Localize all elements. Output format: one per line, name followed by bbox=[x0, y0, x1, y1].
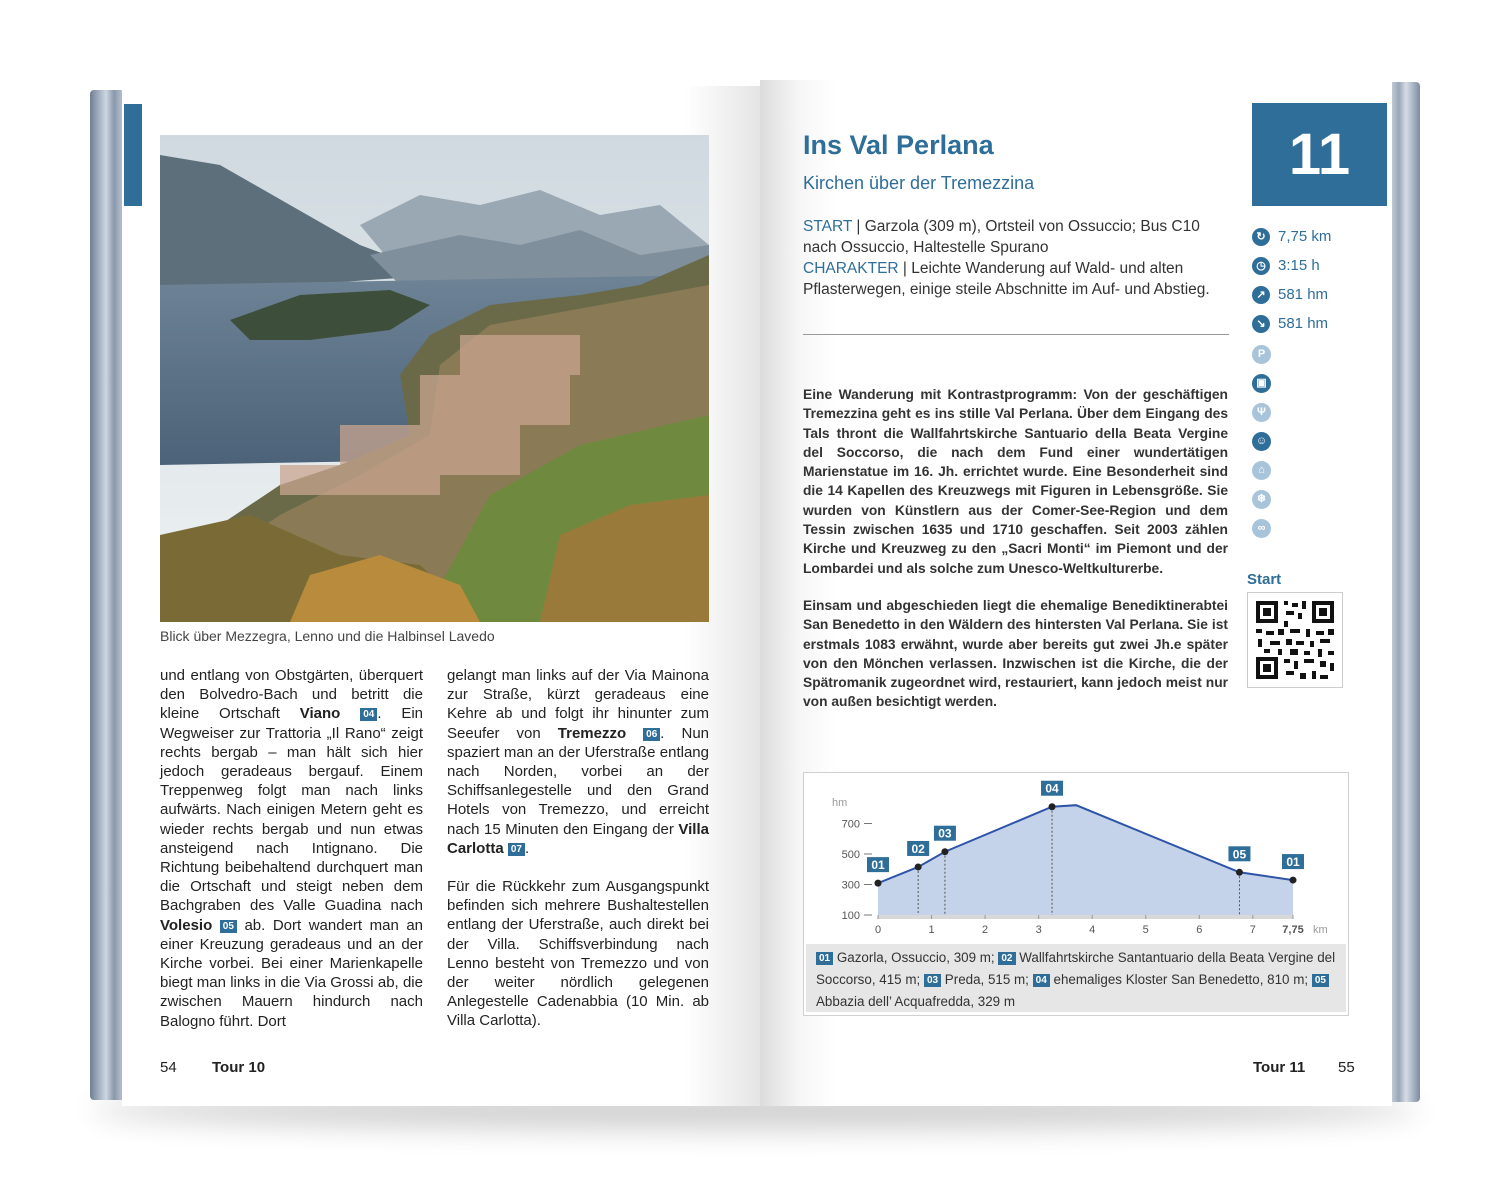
tour-subtitle: Kirchen über der Tremezzina bbox=[803, 173, 1035, 193]
right-page-number: 55 bbox=[1338, 1059, 1355, 1076]
info-divider bbox=[803, 334, 1229, 335]
waypoint-dot bbox=[1049, 803, 1056, 810]
parking-icon: P bbox=[1252, 345, 1271, 364]
tour-title: Ins Val Perlana bbox=[803, 130, 994, 160]
x-tick-label: 5 bbox=[1142, 924, 1149, 936]
x-tick-label: 3 bbox=[1035, 924, 1042, 936]
waypoint-label: 04 bbox=[1045, 781, 1059, 796]
stat-ascent-value: 581 hm bbox=[1278, 286, 1329, 303]
intro-paragraph-1: Eine Wanderung mit Kontrastprogramm: Von der geschäftigen Tremezzina geht es ins stille Val Perlana. Über dem Eingang des Tals thront die Wallfahrtskirche Santuario della Beata Vergine del Soccorso, die nach dem Fund einer wundertätigen Marienstatue im 16. Jh. errichtet wurde. Eine Besonderheit sind die 14 Kapellen des Kreuzwegs mit Figuren in Lebensgröße. Sie wurden von Künstlern aus der Comer-See-Region und dem Tessin zwischen 1635 und 1710 geschaffen. Seit 2003 zählen Kirche und Kreuzweg zu den „Sacri Monti“ im Piemont und der Lombardei und als solche zum Unesco-Weltkulturerbe. bbox=[803, 387, 1228, 576]
legend-marker-02: 02 bbox=[998, 952, 1015, 965]
waypoint-label: 05 bbox=[1232, 847, 1247, 862]
left-footer-tour: Tour 10 bbox=[212, 1059, 266, 1076]
waypoint-dot bbox=[1290, 877, 1297, 884]
distance-icon: ↻ bbox=[1252, 228, 1270, 246]
right-footer-tour: Tour 11 bbox=[1253, 1059, 1306, 1076]
qr-label: Start bbox=[1247, 571, 1282, 588]
x-tick-label: 7 bbox=[1249, 924, 1256, 936]
x-tick-label: 6 bbox=[1196, 924, 1203, 936]
left-page-number: 54 bbox=[160, 1059, 177, 1076]
restaurant-icon: Ψ bbox=[1252, 403, 1271, 422]
waypoint-dot bbox=[941, 848, 948, 855]
stat-distance bbox=[1252, 226, 1372, 248]
y-tick-label: 300 bbox=[841, 879, 860, 892]
tour-info: START | Garzola (309 m), Ortsteil von Ossuccio; Bus C10 nach Ossuccio, Haltestelle Spurano CHARAKTER | Leichte Wanderung auf Wald- und alten Pflasterwegen, einige steile Abschnitte im Auf- und Abstieg. bbox=[803, 218, 1210, 298]
profile-legend bbox=[806, 944, 1346, 1012]
waypoint-dot bbox=[1236, 869, 1243, 876]
waypoint-label: 03 bbox=[938, 826, 952, 841]
bus-icon: ▣ bbox=[1252, 374, 1271, 393]
descent-icon: ↘ bbox=[1252, 315, 1270, 333]
x-tick-label: 1 bbox=[928, 924, 935, 936]
winter-icon: ❄ bbox=[1252, 490, 1271, 509]
charakter-label: CHARAKTER bbox=[803, 260, 899, 277]
waypoint-label: 01 bbox=[1286, 855, 1300, 870]
y-axis-label: hm bbox=[832, 797, 848, 809]
cable-car-icon: ⌂ bbox=[1252, 461, 1271, 480]
stat-ascent bbox=[1252, 284, 1372, 306]
legend-marker-03: 03 bbox=[924, 974, 941, 987]
legend-text-03: Preda, 515 m; bbox=[944, 972, 1029, 987]
photo-caption: Blick über Mezzegra, Lenno und die Halbinsel Lavedo bbox=[160, 628, 495, 644]
intro-paragraph-2: Einsam und abgeschieden liegt die ehemalige Benediktinerabtei San Benedetto in den Wäldern des hintersten Val Perlana. Sie ist erstmals 1083 erwähnt, wurde aber bereits gut zwei Jh.e später von den Mönchen verlassen. Inzwischen ist die Kirche, die der Spätromanik zugeordnet wird, restauriert, kann jedoch meist nur von außen besichtigt werden. bbox=[803, 597, 1228, 710]
legend-text-02: Wallfahrtskirche Santantuario della Beata Vergine del Soccorso, 415 m; bbox=[816, 950, 1336, 987]
tour-number-box: 11 bbox=[1252, 103, 1387, 206]
family-icon: ☺ bbox=[1252, 432, 1271, 451]
legend-marker-01: 01 bbox=[816, 952, 833, 965]
y-tick-label: 100 bbox=[841, 910, 860, 922]
x-tick-label: 0 bbox=[874, 924, 882, 936]
waypoint-label: 01 bbox=[871, 858, 885, 873]
legend-marker-04: 04 bbox=[1033, 974, 1050, 987]
stat-descent-value: 581 hm bbox=[1278, 315, 1329, 332]
ascent-icon: ↗ bbox=[1252, 286, 1270, 304]
chapter-tab bbox=[124, 104, 142, 206]
bicycle-icon: ∞ bbox=[1252, 519, 1271, 538]
qr-code-icon bbox=[1248, 593, 1342, 687]
y-tick-label: 700 bbox=[841, 818, 860, 831]
qr-code[interactable] bbox=[1247, 592, 1343, 688]
legend-text-05: Abbazia dell’ Acquafredda, 329 m bbox=[816, 994, 1016, 1009]
clock-icon: ◷ bbox=[1252, 257, 1270, 275]
charakter-text: Leichte Wanderung auf Wald- und alten Pflasterwegen, einige steile Abschnitte im Auf- und Abstieg. bbox=[803, 260, 1210, 298]
lake-photo bbox=[160, 135, 709, 622]
tour-intro bbox=[803, 385, 1228, 730]
x-tick-label: 7,75 bbox=[1282, 924, 1304, 936]
left-text-column-1: und entlang von Obstgärten, überquert den Bolvedro-Bach und betritt die kleine Ortschaft Viano 04 . Ein Wegweiser zur Trattoria „Il Rano“ zeigt rechts bergab – man hält sich hier jedoch geradeaus bergauf. Einem Treppenweg folgt man nach links aufwärts. Nach einigen Metern geht es wieder rechts bergab und nun etwas ansteigend nach Intignano. Die Richtung beibehaltend durchquert man die Ortschaft und steigt neben dem Bachgraben des Valle Guadina nach Volesio 05 ab. Dort wandert man an einer Kreuzung geradeaus und an der Kirche vorbei. Bei einer Marienkapelle biegt man links in die Via Grossi ab, die zwischen Mauern hindurch nach Balogno führt. Dort bbox=[160, 667, 424, 1030]
x-axis-label: km bbox=[1313, 924, 1328, 936]
x-tick-label: 2 bbox=[982, 924, 989, 936]
waypoint-dot bbox=[915, 863, 922, 870]
legend-marker-05: 05 bbox=[1312, 974, 1329, 987]
x-axis-bar bbox=[878, 915, 1293, 919]
left-text-column-2: gelangt man links auf der Via Mainona zur Straße, kürzt geradeaus eine Kehre ab und folgt ihr hinunter zum Seeufer von Tremezzo 06 . Nun spaziert man an der Uferstraße entlang nach Norden, vorbei an der Schiffsanlegestelle und den Grand Hotels von Tremezzo, und erreicht nach 15 Minuten den Eingang der Villa Carlotta 07 . Für die Rückkehr zum Ausgangspunkt befinden sich mehrere Bushaltestellen entlang der Uferstraße, auch direkt bei der Villa. Schiffsverbindung nach Lenno besteht von Tremezzo und von der weiter nördlich gelegenen Anlegestelle Cadenabbia (10 Min. ab Villa Carlotta). bbox=[447, 667, 710, 1030]
x-tick-label: 4 bbox=[1089, 924, 1096, 936]
elevation-profile-chart bbox=[804, 773, 1348, 945]
waypoint-label: 02 bbox=[911, 841, 925, 856]
y-tick-label: 500 bbox=[841, 849, 860, 861]
stat-duration bbox=[1252, 255, 1372, 277]
start-label: START bbox=[803, 218, 853, 235]
legend-text-04: ehemaliges Kloster San Benedetto, 810 m; bbox=[1053, 972, 1309, 987]
start-text: Garzola (309 m), Ortsteil von Ossuccio; Bus C10 nach Ossuccio, Haltestelle Spurano bbox=[803, 218, 1200, 256]
waypoint-dot bbox=[875, 880, 882, 887]
legend-text-01: Gazorla, Ossuccio, 309 m; bbox=[836, 950, 995, 965]
stat-duration-value: 3:15 h bbox=[1278, 257, 1320, 274]
stat-descent bbox=[1252, 313, 1372, 335]
stat-distance-value: 7,75 km bbox=[1278, 228, 1332, 245]
